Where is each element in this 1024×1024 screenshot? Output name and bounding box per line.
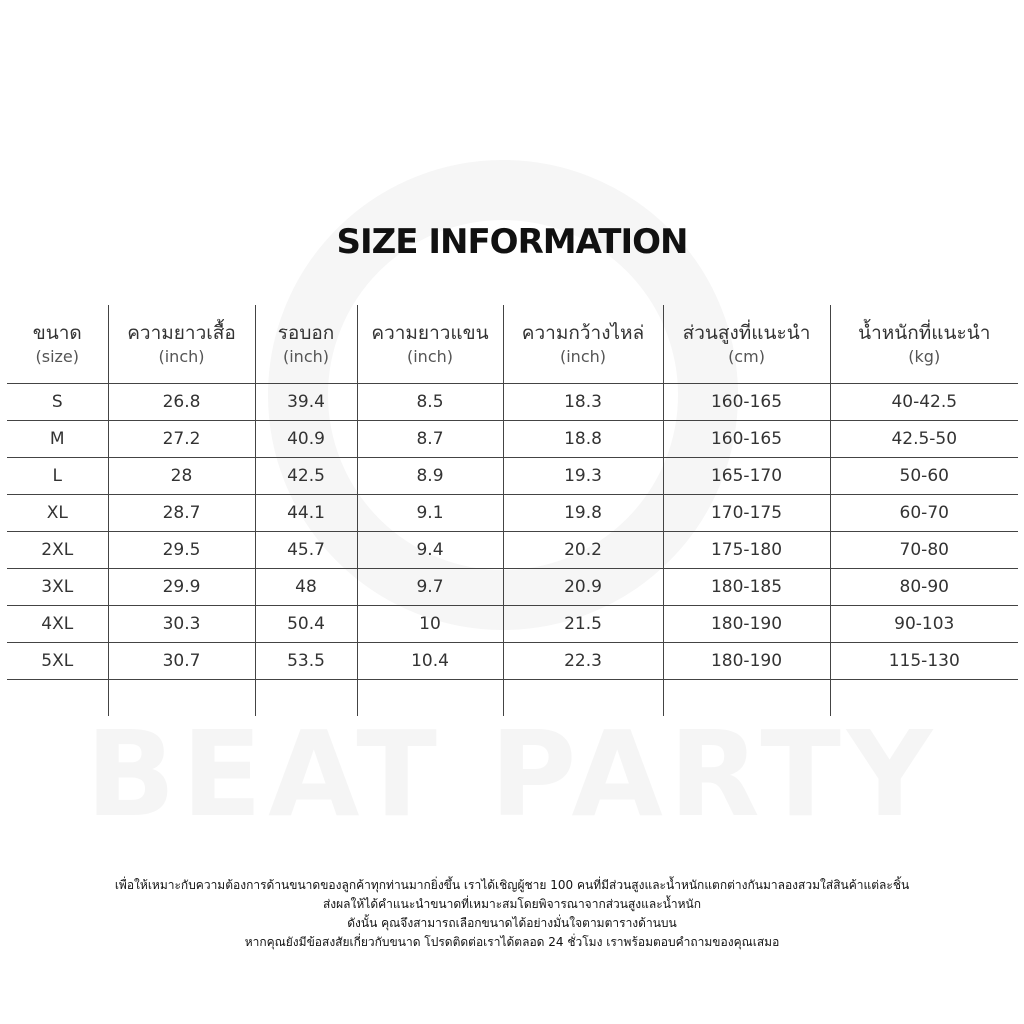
page-title: SIZE INFORMATION — [336, 222, 688, 262]
table-cell: 26.8 — [108, 384, 255, 421]
table-cell: 42.5 — [255, 458, 357, 495]
table-cell: 40-42.5 — [830, 384, 1018, 421]
table-cell: 10.4 — [357, 643, 503, 680]
table-cell: 180-190 — [663, 606, 830, 643]
size-cell: 3XL — [7, 569, 108, 606]
header-sleeve-length: ความยาวแขน (inch) — [357, 305, 503, 384]
footer-line: ดังนั้น คุณจึงสามารถเลือกขนาดได้อย่างมั่นใจตามตารางด้านบน — [347, 916, 677, 930]
table-cell: 80-90 — [830, 569, 1018, 606]
table-cell: 40.9 — [255, 421, 357, 458]
table-empty-row — [7, 680, 1018, 717]
table-cell: 50-60 — [830, 458, 1018, 495]
table-cell: 30.7 — [108, 643, 255, 680]
header-shoulder-width: ความกว้างไหล่ (inch) — [503, 305, 663, 384]
size-cell: S — [7, 384, 108, 421]
footer-line: เพื่อให้เหมาะกับความต้องการด้านขนาดของลูกค้าทุกท่านมากยิ่งขึ้น เราได้เชิญผู้ชาย 100 คนที่มีส่วนสูงและน้ำหนักแตกต่างกันมาลองสวมใส่สินค้าแต่ละชิ้น — [114, 878, 910, 892]
table-cell: 18.8 — [503, 421, 663, 458]
empty-cell — [7, 680, 108, 717]
empty-cell — [663, 680, 830, 717]
table-cell: 18.3 — [503, 384, 663, 421]
table-cell: 115-130 — [830, 643, 1018, 680]
table-cell: 160-165 — [663, 384, 830, 421]
table-cell: 28 — [108, 458, 255, 495]
table-header-row — [7, 305, 1018, 384]
size-cell: 4XL — [7, 606, 108, 643]
table-row — [7, 569, 1018, 606]
table-cell: 44.1 — [255, 495, 357, 532]
table-cell: 160-165 — [663, 421, 830, 458]
table-cell: 21.5 — [503, 606, 663, 643]
table-cell: 9.4 — [357, 532, 503, 569]
table-row — [7, 495, 1018, 532]
table-cell: 9.7 — [357, 569, 503, 606]
table-cell: 53.5 — [255, 643, 357, 680]
header-shirt-length: ความยาวเสื้อ (inch) — [108, 305, 255, 384]
table-row — [7, 458, 1018, 495]
table-cell: 19.8 — [503, 495, 663, 532]
table-cell: 175-180 — [663, 532, 830, 569]
empty-cell — [830, 680, 1018, 717]
table-cell: 180-185 — [663, 569, 830, 606]
header-size: ขนาด (size) — [7, 305, 108, 384]
table-cell: 20.9 — [503, 569, 663, 606]
table-cell: 29.9 — [108, 569, 255, 606]
table-cell: 165-170 — [663, 458, 830, 495]
table-cell: 10 — [357, 606, 503, 643]
header-recommended-weight: น้ำหนักที่แนะนำ (kg) — [830, 305, 1018, 384]
table-row — [7, 384, 1018, 421]
table-cell: 48 — [255, 569, 357, 606]
size-cell: 5XL — [7, 643, 108, 680]
table-cell: 39.4 — [255, 384, 357, 421]
table-cell: 42.5-50 — [830, 421, 1018, 458]
table-cell: 8.9 — [357, 458, 503, 495]
table-cell: 27.2 — [108, 421, 255, 458]
footer-line: หากคุณยังมีข้อสงสัยเกี่ยวกับขนาด โปรดติดต่อเราได้ตลอด 24 ชั่วโมง เราพร้อมตอบคำถามของคุณเสมอ — [244, 935, 780, 949]
table-cell: 30.3 — [108, 606, 255, 643]
table-cell: 50.4 — [255, 606, 357, 643]
table-cell: 28.7 — [108, 495, 255, 532]
size-chart-table — [7, 305, 1018, 716]
footer-note — [0, 876, 1024, 952]
footer-line: ส่งผลให้ได้คำแนะนำขนาดที่เหมาะสมโดยพิจารณาจากส่วนสูงและน้ำหนัก — [322, 897, 702, 911]
header-recommended-height: ส่วนสูงที่แนะนำ (cm) — [663, 305, 830, 384]
size-cell: M — [7, 421, 108, 458]
table-cell: 45.7 — [255, 532, 357, 569]
table-cell: 20.2 — [503, 532, 663, 569]
table-cell: 9.1 — [357, 495, 503, 532]
table-cell: 22.3 — [503, 643, 663, 680]
size-cell: 2XL — [7, 532, 108, 569]
empty-cell — [357, 680, 503, 717]
table-row — [7, 421, 1018, 458]
table-cell: 90-103 — [830, 606, 1018, 643]
table-row — [7, 532, 1018, 569]
table-cell: 70-80 — [830, 532, 1018, 569]
watermark-brand: BEAT PARTY — [85, 705, 939, 843]
table-cell: 8.7 — [357, 421, 503, 458]
empty-cell — [108, 680, 255, 717]
table-row — [7, 643, 1018, 680]
size-cell: XL — [7, 495, 108, 532]
table-cell: 170-175 — [663, 495, 830, 532]
table-cell: 60-70 — [830, 495, 1018, 532]
size-cell: L — [7, 458, 108, 495]
table-cell: 19.3 — [503, 458, 663, 495]
table-cell: 180-190 — [663, 643, 830, 680]
empty-cell — [255, 680, 357, 717]
table-cell: 29.5 — [108, 532, 255, 569]
header-chest: รอบอก (inch) — [255, 305, 357, 384]
empty-cell — [503, 680, 663, 717]
table-row — [7, 606, 1018, 643]
table-cell: 8.5 — [357, 384, 503, 421]
